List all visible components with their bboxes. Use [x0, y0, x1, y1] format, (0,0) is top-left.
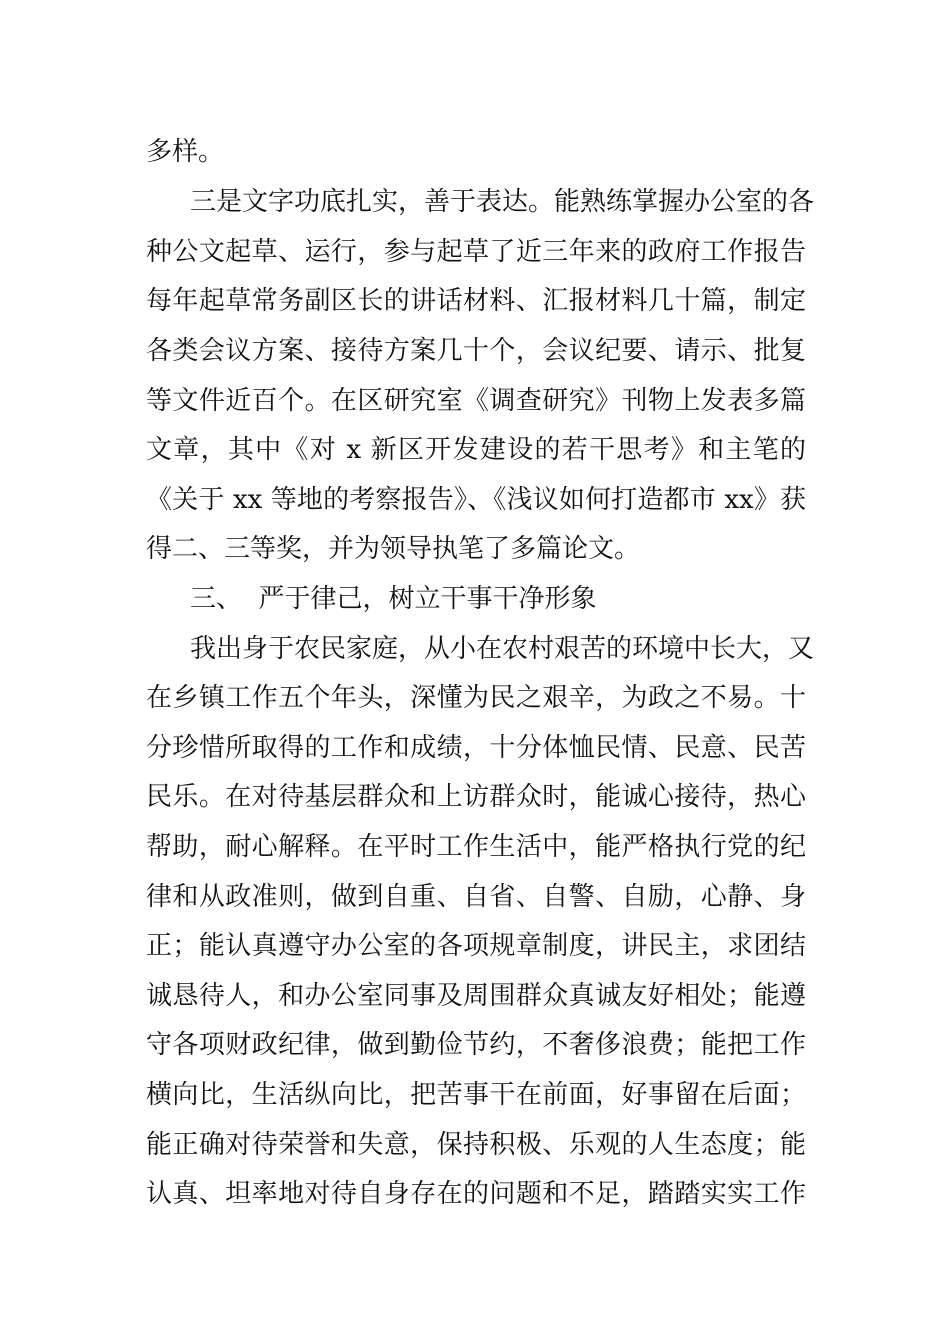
text-line: 每年起草常务副区长的讲话材料、汇报材料几十篇，制定 [146, 286, 806, 316]
text-line: 能正确对待荣誉和失意，保持积极、乐观的人生态度；能 [146, 1130, 806, 1160]
text-line: 文章，其中《对 x 新区开发建设的若干思考》和主笔的 [146, 435, 806, 465]
text-line: 《关于 xx 等地的考察报告》、《浅议如何打造都市 xx》获 [146, 485, 806, 515]
text-line: 等文件近百个。在区研究室《调查研究》刊物上发表多篇 [146, 386, 806, 416]
text-line: 横向比，生活纵向比，把苦事干在前面，好事留在后面； [146, 1080, 806, 1110]
paragraph-writing-skills-start: 三是文字功底扎实，善于表达。能熟练掌握办公室的各 [190, 187, 815, 217]
text-line: 诚恳待人，和办公室同事及周围群众真诚友好相处；能遵 [146, 981, 806, 1011]
section-heading: 三、 严于律己，树立干事干净形象 [190, 584, 597, 614]
text-line: 帮助，耐心解释。在平时工作生活中，能严格执行党的纪 [146, 832, 806, 862]
text-line: 种公文起草、运行，参与起草了近三年来的政府工作报告 [146, 237, 806, 267]
text-line: 守各项财政纪律，做到勤俭节约，不奢侈浪费；能把工作 [146, 1030, 806, 1060]
text-line: 正；能认真遵守办公室的各项规章制度，讲民主，求团结 [146, 931, 806, 961]
text-line: 律和从政准则，做到自重、自省、自警、自励，心静、身 [146, 882, 806, 912]
text-line: 在乡镇工作五个年头，深懂为民之艰辛，为政之不易。十 [146, 683, 806, 713]
paragraph-self-discipline-start: 我出身于农民家庭，从小在农村艰苦的环境中长大，又 [190, 634, 815, 664]
text-line: 民乐。在对待基层群众和上访群众时，能诚心接待，热心 [146, 782, 806, 812]
text-line: 得二、三等奖，并为领导执笔了多篇论文。 [146, 534, 641, 564]
text-line: 认真、坦率地对待自身存在的问题和不足，踏踏实实工作 [146, 1179, 806, 1209]
text-line: 各类会议方案、接待方案几十个，会议纪要、请示、批复 [146, 336, 806, 366]
text-line: 分珍惜所取得的工作和成绩，十分体恤民情、民意、民苦 [146, 733, 806, 763]
text-line-continuation: 多样。 [146, 137, 225, 167]
